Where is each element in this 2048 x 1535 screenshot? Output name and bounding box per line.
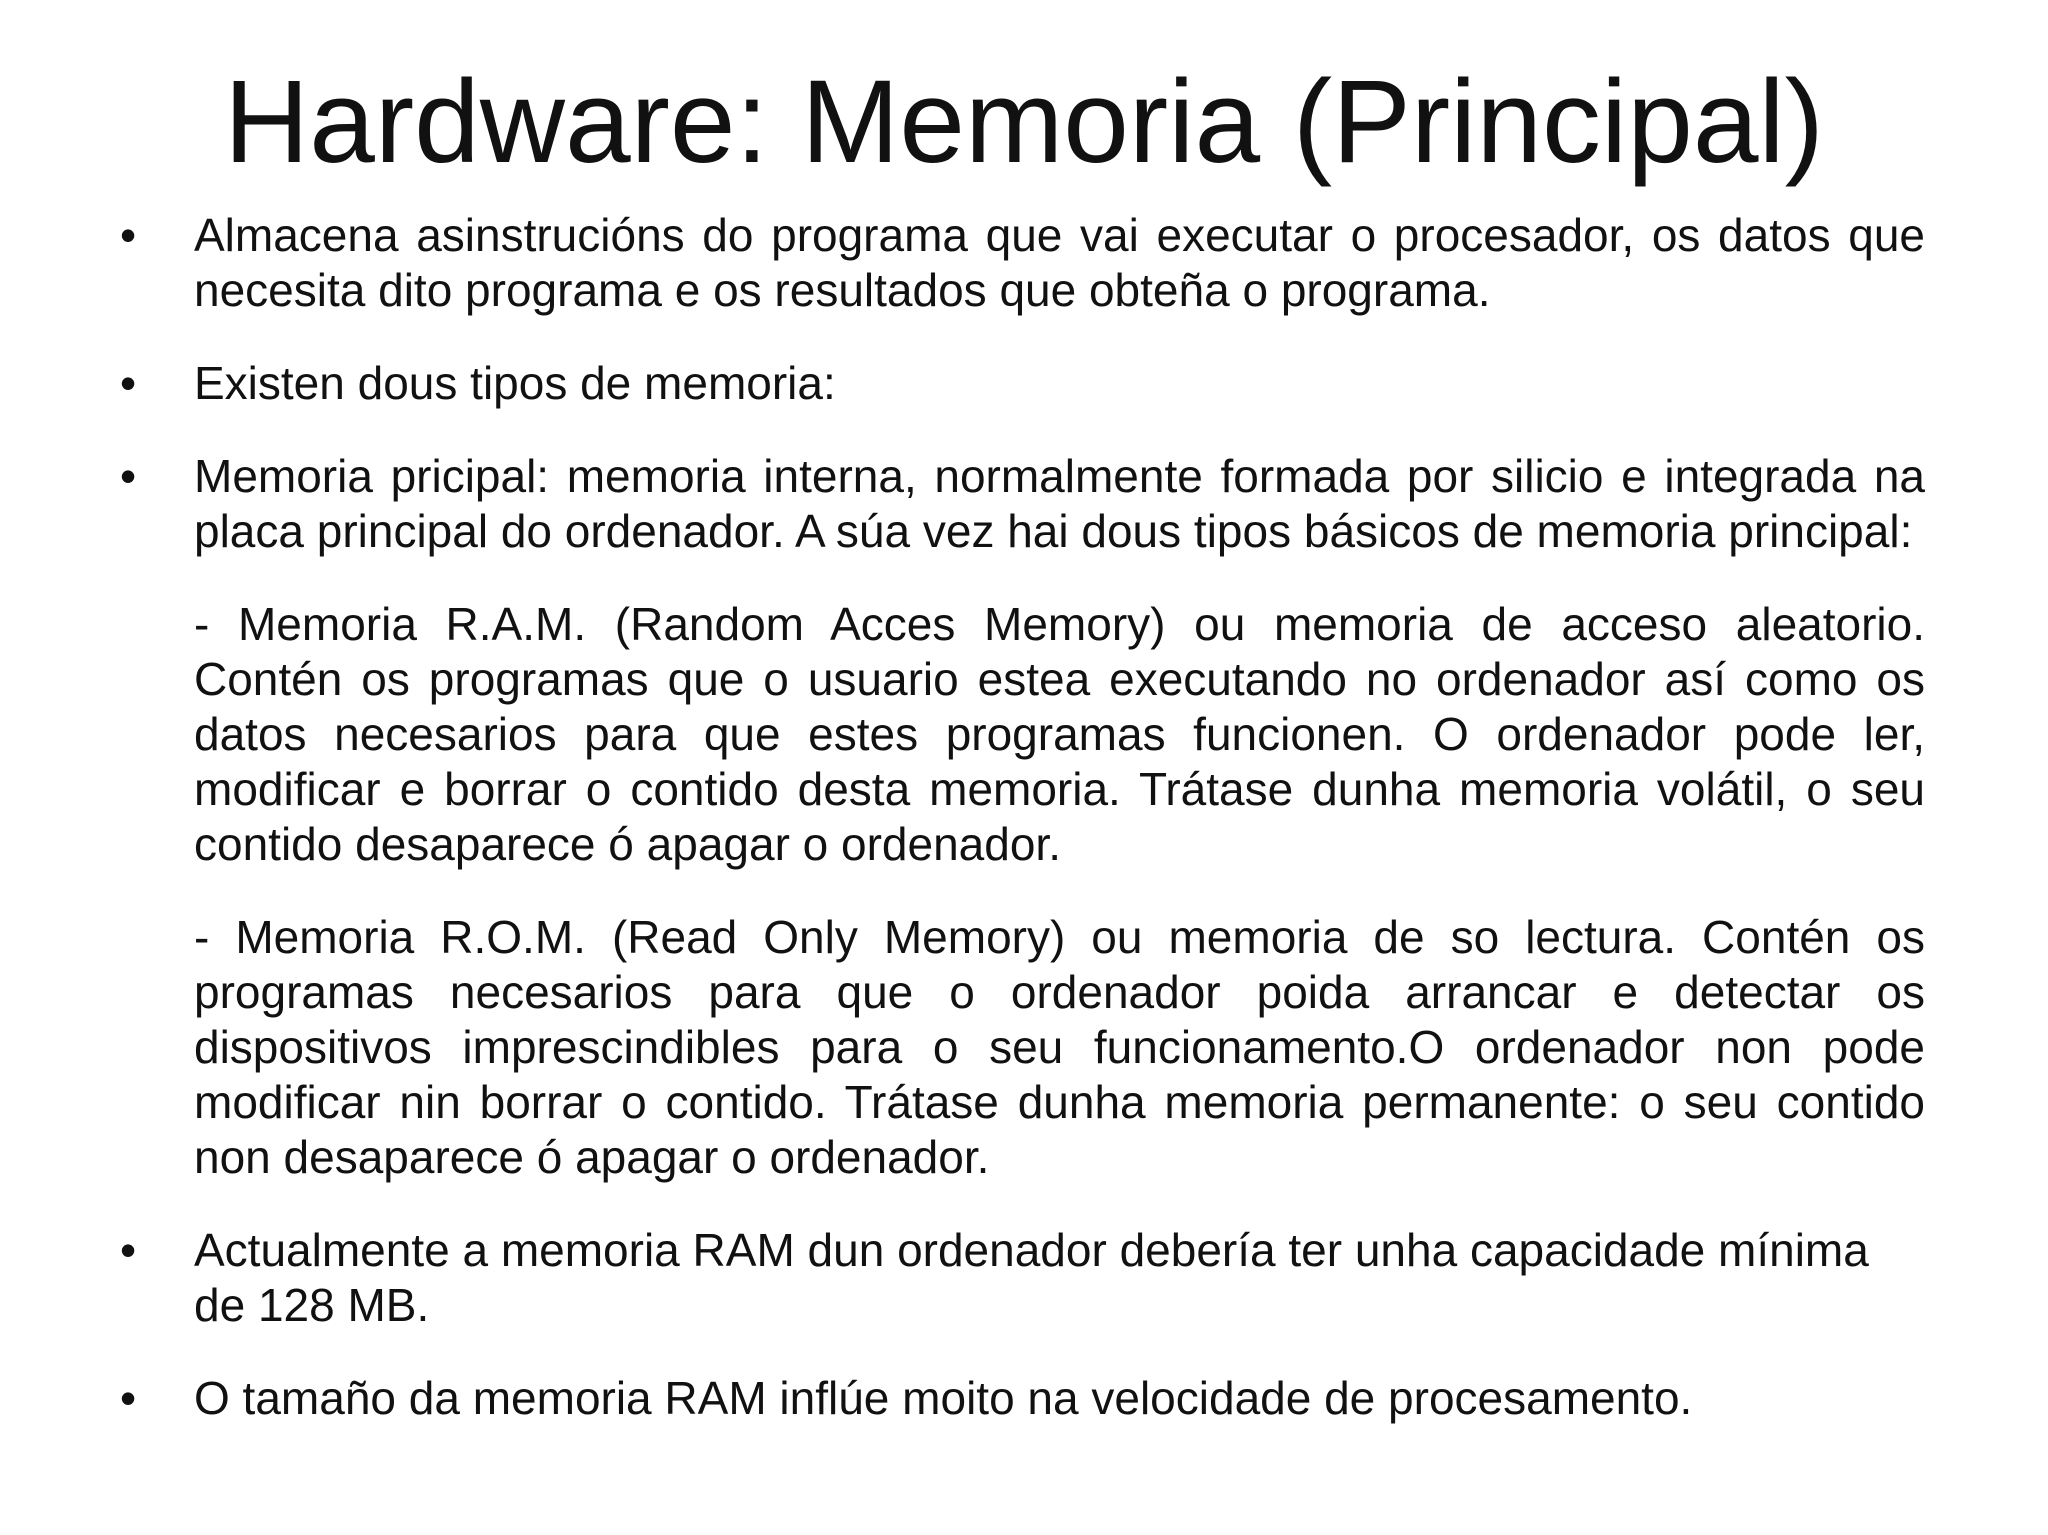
slide-content — [120, 208, 1925, 1464]
bullet-icon: • — [120, 1372, 137, 1424]
bullet-text-2: Existen dous tipos de memoria: — [194, 357, 836, 409]
bullet-item-4 — [120, 1223, 1925, 1333]
ram-description: - Memoria R.A.M. (Random Acces Memory) ou memoria de acceso aleatorio. Contén os programas que o usuario estea executando no ordenador así como os datos necesarios para que estes programas funcionen. O ordenador pode ler, modificar e borrar o contido desta memoria. Trátase dunha memoria volátil, o seu contido desaparece ó apagar o ordenador. — [194, 598, 1925, 870]
bullet-icon: • — [120, 450, 137, 502]
slide-title: Hardware: Memoria (Principal) — [224, 56, 1824, 188]
bullet-text-5: O tamaño da memoria RAM inflúe moito na velocidade de procesamento. — [194, 1372, 1693, 1424]
sub-paragraph-ram — [120, 597, 1925, 872]
rom-description: - Memoria R.O.M. (Read Only Memory) ou memoria de so lectura. Contén os programas necesarios para que o ordenador poida arrancar e detectar os dispositivos imprescindibles para o seu funcionamento.O ordenador non pode modificar nin borrar o contido. Trátase dunha memoria permanente: o seu contido non desaparece ó apagar o ordenador. — [194, 911, 1925, 1183]
bullet-icon: • — [120, 209, 137, 261]
bullet-item-1 — [120, 208, 1925, 318]
bullet-item-3 — [120, 449, 1925, 559]
bullet-text-1: Almacena asinstrucións do programa que vai executar o procesador, os datos que necesita dito programa e os resultados que obteña o programa. — [194, 209, 1925, 316]
bullet-icon: • — [120, 357, 137, 409]
sub-paragraph-rom — [120, 910, 1925, 1185]
bullet-item-2 — [120, 356, 1925, 411]
bullet-text-4: Actualmente a memoria RAM dun ordenador debería ter unha capacidade mínima de 128 MB. — [194, 1224, 1869, 1331]
bullet-icon: • — [120, 1224, 137, 1276]
bullet-item-5 — [120, 1371, 1925, 1426]
bullet-text-3: Memoria pricipal: memoria interna, normalmente formada por silicio e integrada na placa principal do ordenador. A súa vez hai dous tipos básicos de memoria principal: — [194, 450, 1925, 557]
